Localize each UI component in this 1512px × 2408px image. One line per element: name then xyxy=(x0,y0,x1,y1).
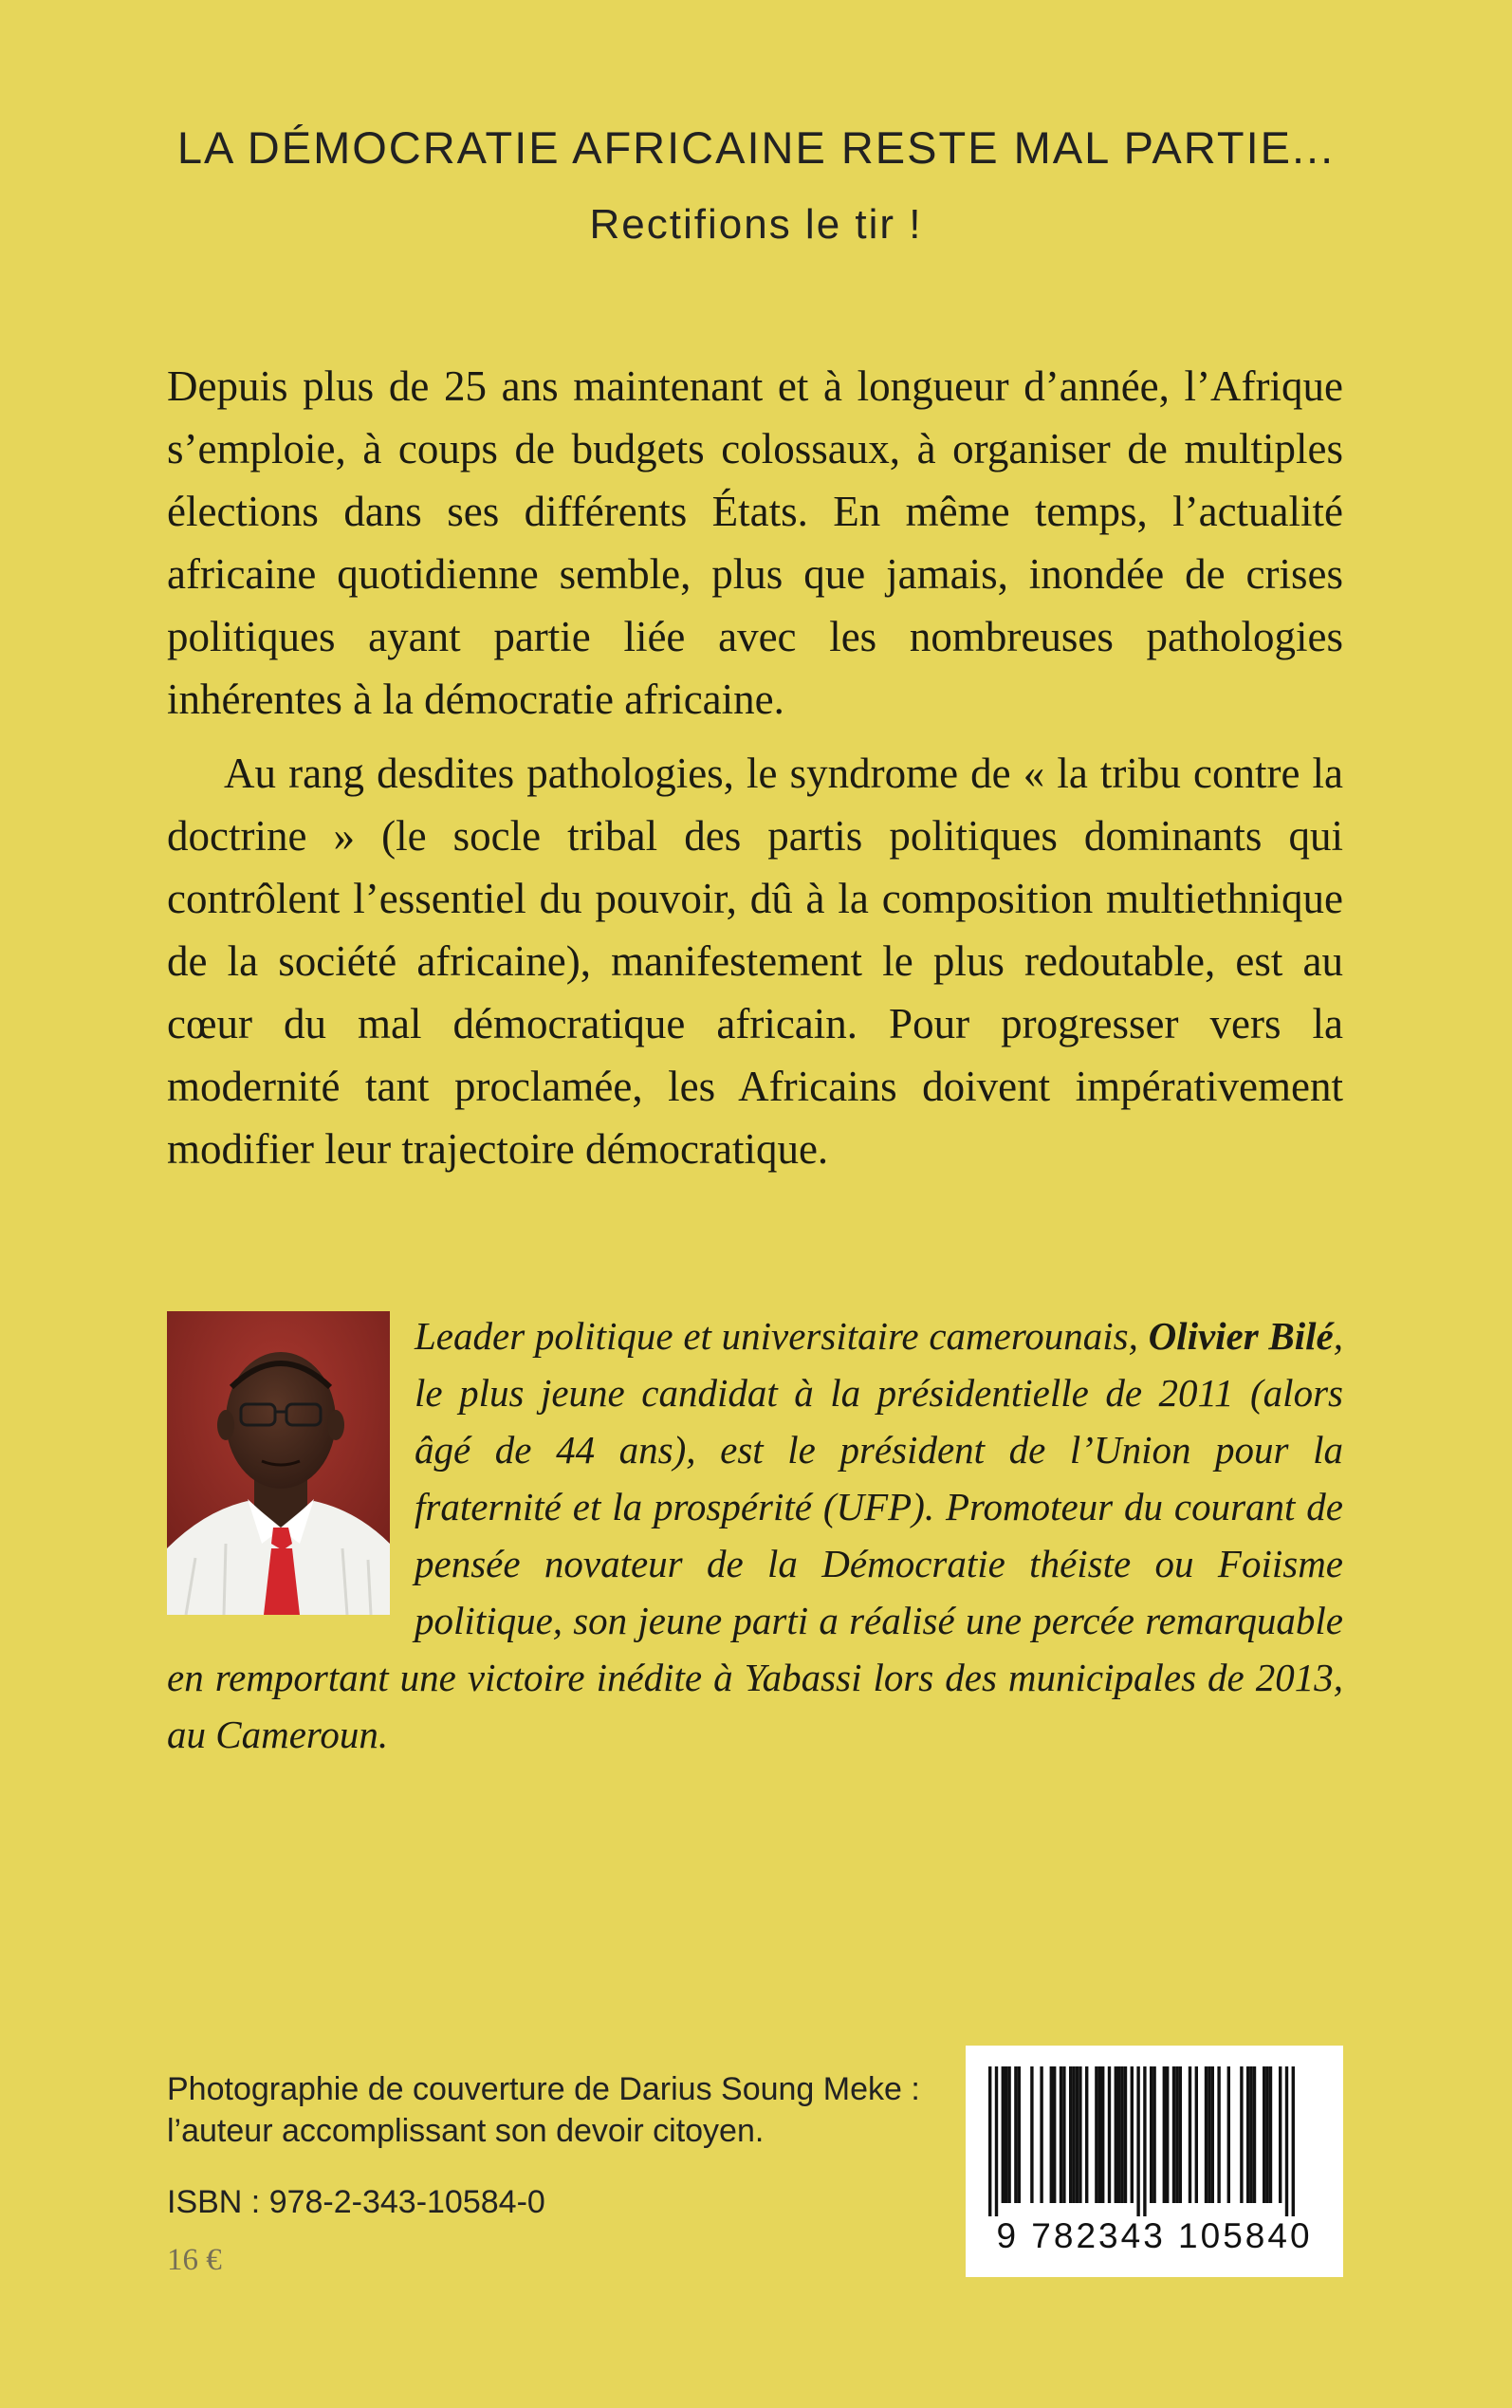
barcode xyxy=(966,2046,1343,2277)
author-photo xyxy=(167,1311,390,1615)
barcode-bar xyxy=(1240,2066,1243,2203)
barcode-bar xyxy=(1285,2066,1288,2216)
barcode-bar xyxy=(1062,2066,1065,2203)
price: 16 € xyxy=(167,2243,222,2277)
isbn: ISBN : 978-2-343-10584-0 xyxy=(167,2184,545,2220)
barcode-bar xyxy=(1246,2066,1249,2203)
photo-credit: Photographie de couverture de Darius Soung Meke : l’auteur accomplissant son devoir citoyen. xyxy=(167,2071,920,2149)
barcode-bar xyxy=(1079,2066,1081,2203)
author-section xyxy=(167,1307,1343,1763)
barcode-bar xyxy=(1217,2066,1220,2203)
barcode-bar xyxy=(1249,2066,1252,2203)
barcode-bar xyxy=(1014,2066,1017,2203)
barcode-bar xyxy=(1269,2066,1272,2203)
barcode-bar xyxy=(1115,2066,1117,2203)
barcode-bar xyxy=(1076,2066,1079,2203)
barcode-bar xyxy=(1002,2066,1005,2203)
barcode-bar xyxy=(1205,2066,1208,2203)
barcode-bar xyxy=(1189,2066,1191,2203)
summary-text xyxy=(167,355,1343,1180)
barcode-bar xyxy=(1208,2066,1210,2203)
barcode-bar xyxy=(1095,2066,1097,2203)
barcode-bar xyxy=(1143,2066,1146,2216)
barcode-bar xyxy=(1172,2066,1175,2203)
barcode-bars xyxy=(966,2046,1343,2216)
barcode-bar xyxy=(1007,2066,1010,2203)
barcode-bar xyxy=(1175,2066,1178,2203)
barcode-bar xyxy=(1120,2066,1123,2203)
barcode-bar xyxy=(1179,2066,1182,2203)
barcode-bar xyxy=(1108,2066,1111,2203)
barcode-bar xyxy=(1053,2066,1056,2203)
barcode-bar xyxy=(1050,2066,1053,2203)
barcode-number: 9 782343 105840 xyxy=(996,2216,1313,2255)
barcode-bar xyxy=(1101,2066,1104,2203)
barcode-bar xyxy=(1150,2066,1152,2203)
barcode-bar xyxy=(1040,2066,1042,2203)
barcode-bar xyxy=(1069,2066,1072,2203)
barcode-bar xyxy=(1117,2066,1120,2203)
author-bio-intro: Leader politique et universitaire camerounais, xyxy=(415,1314,1149,1358)
barcode-bar xyxy=(995,2066,998,2216)
author-name: Olivier Bilé xyxy=(1148,1314,1334,1358)
barcode-bar xyxy=(1265,2066,1268,2203)
barcode-bar xyxy=(1124,2066,1127,2203)
summary-paragraph-1: Depuis plus de 25 ans maintenant et à longueur d’année, l’Afrique s’emploie, à coups de budgets colossaux, à organiser de multiples élections dans ses différents États. En même temps, l’actualité africaine quotidienne semble, plus que jamais, inondée de crises politiques ayant partie liée avec les nombreuses pathologies inhérentes à la démocratie africaine. xyxy=(167,362,1343,723)
barcode-bar xyxy=(1166,2066,1169,2203)
barcode-bar xyxy=(1292,2066,1295,2216)
summary-paragraph-2: Au rang desdites pathologies, le syndrome de « la tribu contre la doctrine » (le socle tribal des partis politiques dominants qui contrôlent l’essentiel du pouvoir, dû à la composition multiethnique de la société africaine), manifestement le plus redoutable, est au cœur du mal démocratique africain. Pour progresser vers la modernité tant proclamée, les Africains doivent impérativement modifier leur trajectoire démocratique. xyxy=(167,750,1343,1173)
barcode-bar xyxy=(1211,2066,1214,2203)
barcode-bar xyxy=(1163,2066,1166,2203)
barcode-bar xyxy=(1152,2066,1155,2203)
barcode-bar xyxy=(1263,2066,1265,2203)
cover-title: LA DÉMOCRATIE AFRICAINE RESTE MAL PARTIE... xyxy=(176,122,1336,173)
barcode-bar xyxy=(1030,2066,1033,2203)
barcode-bar xyxy=(1227,2066,1230,2203)
barcode-bar xyxy=(1253,2066,1256,2203)
barcode-bar xyxy=(1018,2066,1021,2203)
barcode-bar xyxy=(1005,2066,1007,2203)
barcode-bar xyxy=(1279,2066,1282,2203)
barcode-bar xyxy=(1072,2066,1075,2203)
barcode-bar xyxy=(1098,2066,1101,2203)
author-portrait-illustration xyxy=(167,1311,390,1615)
barcode-bar xyxy=(1195,2066,1198,2203)
cover-subtitle: Rectifions le tir ! xyxy=(589,201,923,248)
barcode-bar xyxy=(1085,2066,1088,2203)
barcode-bar xyxy=(1060,2066,1062,2203)
barcode-bar xyxy=(988,2066,991,2216)
author-bio-text: , le plus jeune candidat à la présidentielle de 2011 (alors âgé de 44 ans), est le président de l’Union pour la fraternité et la prospérité (UFP). Promoteur du courant de pensée novateur de la Démocratie théiste ou Foiisme politique, son jeune parti a réalisé une percée remarquable en remportant une victoire inédite à Yabassi lors des municipales de 2013, au Cameroun. xyxy=(167,1314,1343,1756)
barcode-bar xyxy=(1131,2066,1134,2203)
barcode-bar xyxy=(1136,2066,1139,2216)
